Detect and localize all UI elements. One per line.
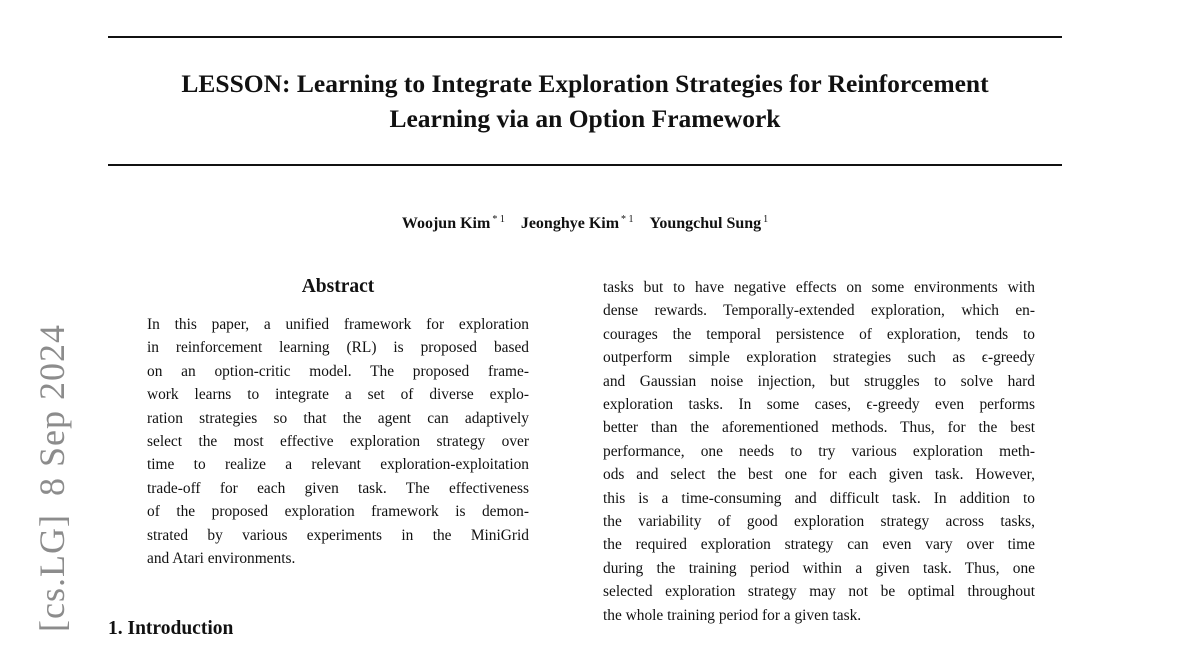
abstract-line: In this paper, a unified framework for exploration (147, 316, 529, 333)
abstract-line: select the most effective exploration strategy over (147, 433, 529, 451)
body-line: selected exploration strategy may not be optimal throughout (603, 583, 1035, 601)
abstract-line: strated by various experiments in the MiniGrid (147, 526, 529, 544)
author-name: Youngchul Sung (649, 215, 762, 232)
abstract-line: work learns to integrate a set of diverse explo- (147, 386, 529, 404)
title-bottom-rule (108, 164, 1062, 166)
body-line: tasks but to have negative effects on some environments with (603, 279, 1035, 296)
abstract-heading: Abstract (301, 276, 375, 297)
author-affiliation-marks: * 1 (492, 214, 505, 225)
paper-title (108, 66, 1062, 136)
body-line: this is a time-consuming and difficult task. In addition to (603, 489, 1035, 507)
author-name: Woojun Kim (401, 215, 491, 232)
body-line: and Gaussian noise injection, but struggles to solve hard (603, 372, 1035, 390)
abstract-line: trade-off for each given task. The effectiveness (147, 479, 529, 497)
author-name: Jeonghye Kim (520, 215, 620, 232)
author-affiliation-marks: 1 (763, 214, 769, 225)
body-line: the variability of good exploration strategy across tasks, (603, 513, 1035, 531)
body-line: exploration tasks. In some cases, ϵ-greedy even performs (603, 396, 1035, 414)
abstract-line: in reinforcement learning (RL) is proposed based (147, 339, 529, 357)
body-line: performance, one needs to try various exploration meth- (603, 442, 1035, 460)
abstract-line: ration strategies so that the agent can adaptively (147, 409, 529, 427)
abstract-line: on an option-critic model. The proposed frame- (147, 362, 529, 380)
abstract-body (147, 313, 529, 570)
right-column-text (603, 276, 1035, 627)
author (521, 209, 634, 235)
arxiv-category: [cs.LG] (32, 514, 72, 632)
arxiv-date: 8 Sep 2024 (32, 324, 72, 497)
body-line: better than the aforementioned methods. Thus, for the best (603, 419, 1035, 437)
paper-title-line-2: Learning via an Option Framework (389, 104, 781, 133)
title-top-rule (108, 36, 1062, 38)
body-line: the required exploration strategy can even vary over time (603, 536, 1035, 554)
author-list (108, 209, 1062, 235)
body-line: courages the temporal persistence of exploration, tends to (603, 325, 1035, 343)
paper-title-line-1: LESSON: Learning to Integrate Exploration Strategies for Reinforcement (181, 69, 989, 98)
abstract-line: time to realize a relevant exploration-exploitation (147, 456, 529, 474)
body-line: during the training period within a given task. Thus, one (603, 559, 1035, 577)
arxiv-side-stamp (31, 324, 73, 632)
author-affiliation-marks: * 1 (621, 214, 634, 225)
abstract-line: of the proposed exploration framework is demon- (147, 503, 529, 521)
body-line: dense rewards. Temporally-extended exploration, which en- (603, 302, 1035, 320)
abstract-line: and Atari environments. (147, 550, 296, 568)
body-line: outperform simple exploration strategies such as ϵ-greedy (603, 349, 1035, 367)
body-line: the whole training period for a given task. (603, 606, 862, 624)
author (650, 209, 769, 235)
author (402, 209, 505, 235)
body-line: ods and select the best one for each given task. However, (603, 466, 1035, 484)
introduction-heading: 1. Introduction (108, 618, 234, 639)
